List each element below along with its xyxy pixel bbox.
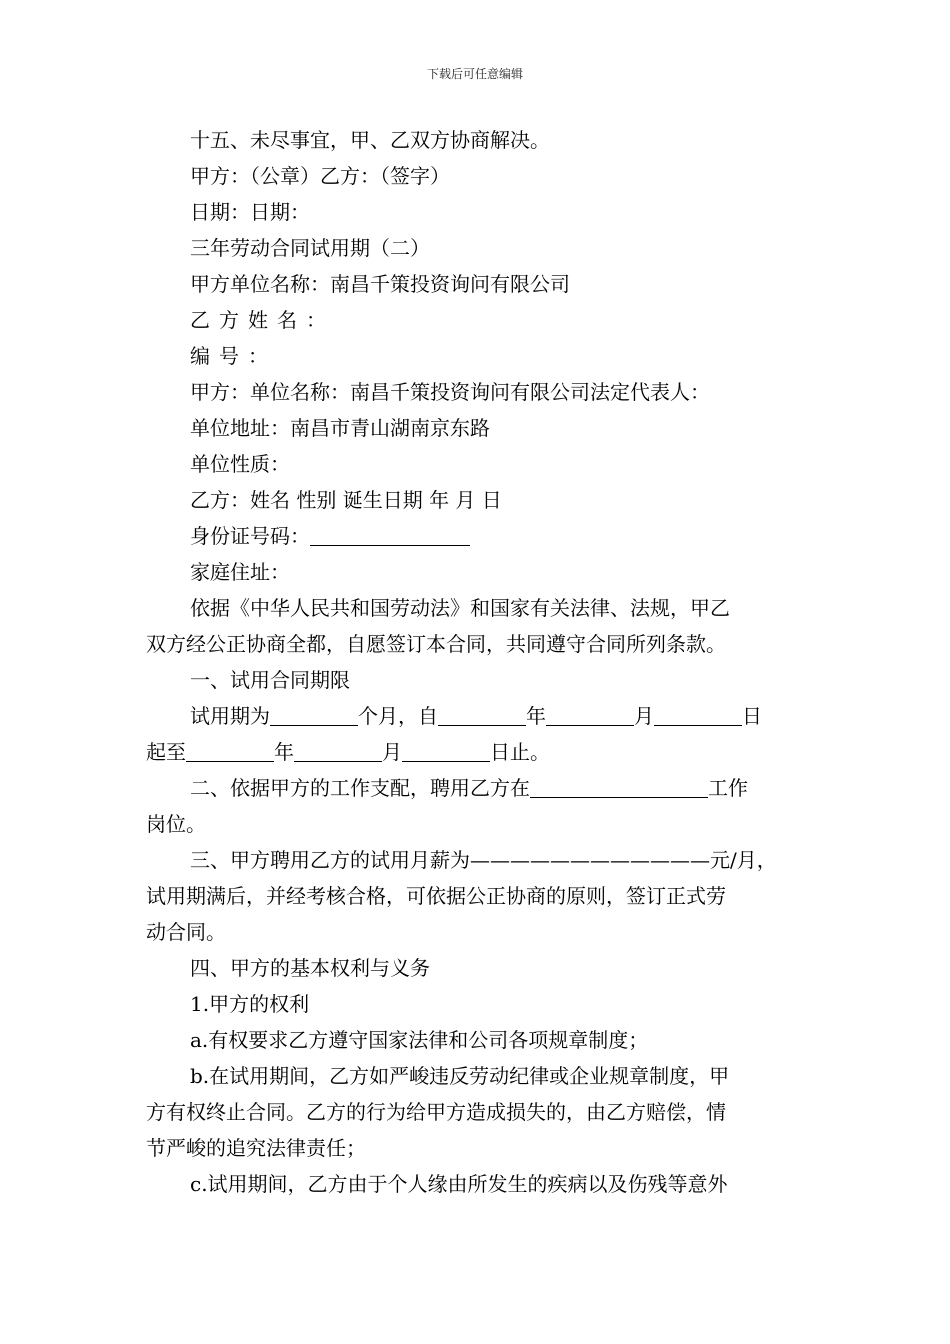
section-2-line-2: 岗位。 <box>146 812 206 836</box>
trial-period-text: 日 <box>742 704 762 728</box>
clause-15: 十五、未尽事宜，甲、乙双方协商解决。 <box>190 128 550 152</box>
section-3-line-1: 三、甲方聘用乙方的试用月薪为————————————元/月， <box>190 848 777 872</box>
start-day-blank <box>654 703 742 726</box>
end-month-blank <box>294 739 382 762</box>
right-a: a.有权要求乙方遵守国家法律和公司各项规章制度； <box>190 1028 649 1052</box>
right-b-line-3: 节严峻的追究法律责任； <box>146 1136 366 1160</box>
id-number-label: 身份证号码： <box>190 524 310 548</box>
section-4-heading: 四、甲方的基本权利与义务 <box>190 956 430 980</box>
home-address-line: 家庭住址： <box>190 560 290 584</box>
section-3-line-3: 动合同。 <box>146 920 226 944</box>
end-year-blank <box>186 739 274 762</box>
unit-address-line: 单位地址：南昌市青山湖南京东路 <box>190 416 490 440</box>
signature-line: 甲方：（公章）乙方：（签字） <box>190 164 450 188</box>
right-b-line-1: b.在试用期间，乙方如严峻违反劳动纪律或企业规章制度，甲 <box>190 1064 730 1088</box>
start-year-blank <box>438 703 526 726</box>
serial-number-line: 编号： <box>190 344 277 368</box>
trial-period-text: 月 <box>634 704 654 728</box>
preamble-line-1: 依据《中华人民共和国劳动法》和国家有关法律、法规，甲乙 <box>190 596 730 620</box>
trial-period-line-2 <box>146 734 806 770</box>
end-day-blank <box>402 739 490 762</box>
date-line: 日期：日期： <box>190 200 310 224</box>
preamble-line-2: 双方经公正协商全都，自愿签订本合同，共同遵守合同所列条款。 <box>146 632 726 656</box>
section-1-heading: 一、试用合同期限 <box>190 668 350 692</box>
right-b-line-2: 方有权终止合同。乙方的行为给甲方造成损失的，由乙方赔偿，情 <box>146 1100 726 1124</box>
id-number-blank <box>310 523 470 546</box>
months-blank <box>270 703 358 726</box>
trial-period-text: 年 <box>274 740 294 764</box>
document-body <box>146 122 806 1202</box>
party-b-name-line: 乙方姓名： <box>190 308 335 332</box>
right-c-line-1: c.试用期间，乙方由于个人缘由所发生的疾病以及伤残等意外 <box>190 1172 728 1196</box>
party-a-rights-heading: 1.甲方的权利 <box>190 992 310 1016</box>
start-month-blank <box>546 703 634 726</box>
trial-period-text: 日止。 <box>490 740 550 764</box>
section-3-line-2: 试用期满后，并经考核合格，可依据公正协商的原则，签订正式劳 <box>146 884 726 908</box>
page-header-note: 下载后可任意编辑 <box>426 67 523 81</box>
trial-period-text: 年 <box>526 704 546 728</box>
section-2-line-1 <box>146 770 806 806</box>
unit-nature-line: 单位性质： <box>190 452 290 476</box>
position-blank <box>530 775 708 798</box>
id-number-line <box>146 518 806 554</box>
section-2-text: 工作 <box>708 776 748 800</box>
party-a-name-line: 甲方单位名称：南昌千策投资询问有限公司 <box>190 272 570 296</box>
section-2-text: 二、依据甲方的工作支配，聘用乙方在 <box>190 776 530 800</box>
party-b-info-line: 乙方：姓名 性别 诞生日期 年 月 日 <box>190 488 502 512</box>
party-a-unit-line: 甲方：单位名称：南昌千策投资询问有限公司法定代表人： <box>190 380 710 404</box>
document-title: 三年劳动合同试用期（二） <box>190 236 430 260</box>
trial-period-text: 个月，自 <box>358 704 438 728</box>
trial-period-text: 试用期为 <box>190 704 270 728</box>
trial-period-text: 起至 <box>146 740 186 764</box>
trial-period-text: 月 <box>382 740 402 764</box>
trial-period-line-1 <box>146 698 806 734</box>
